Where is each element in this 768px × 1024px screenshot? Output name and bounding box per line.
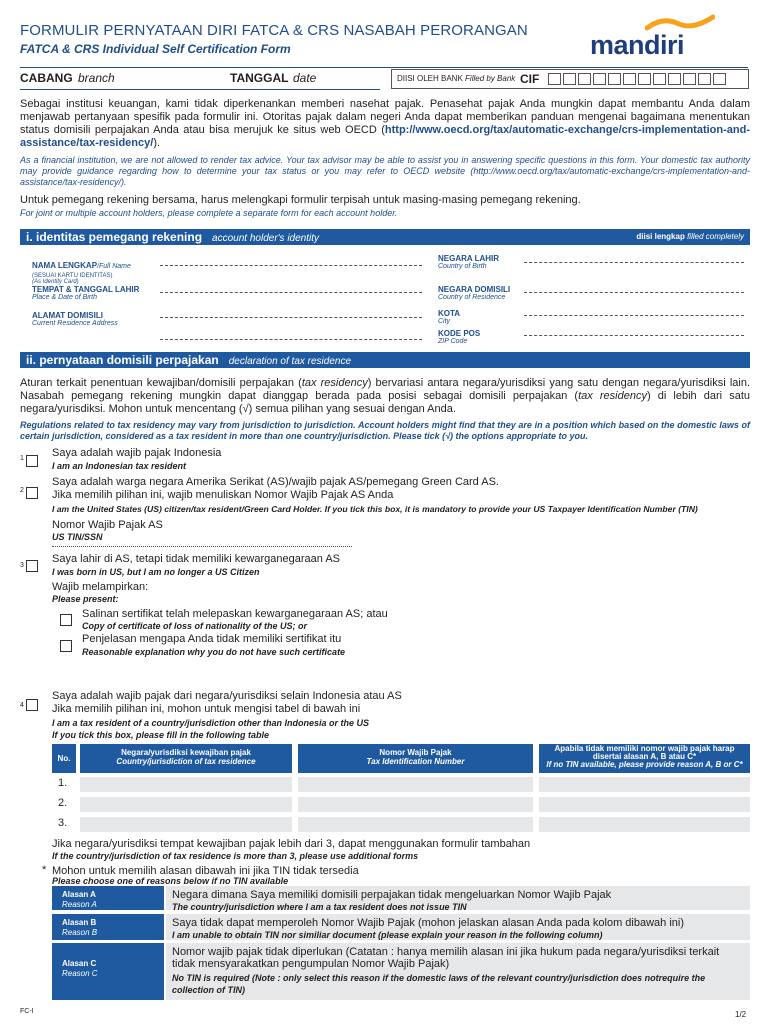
additional-form-note: Jika negara/yurisdiksi tempat kewajiban pajak lebih dari 3, dapat menggunakan formulir tambahan — [52, 838, 531, 850]
table-row-3-tin-input[interactable] — [298, 817, 533, 832]
full-name-input[interactable] — [160, 265, 422, 266]
table-row-1-reason-input[interactable] — [539, 777, 750, 792]
us-tin-label-en: US TIN/SSN — [52, 532, 103, 542]
option-2-label-a: Saya adalah warga negara Amerika Serikat (AS)/wajib pajak AS/pemegang Green Card AS. — [52, 476, 499, 488]
cif-box — [391, 69, 749, 89]
intro-paragraph-en: As a financial institution, we are not allowed to render tax advice. Your tax advisor may be able to assist you in answering specific questions in this form. Your domestic tax authority may provide guidance regarding how to determine your tax status or you may refer to OECD website (http://www.oecd.org/tax/automatic-exchange/crs-implementation-and-assistance/tax-residency/). — [20, 155, 750, 187]
reasons-star: * — [42, 864, 47, 876]
branch-label-en: branch — [78, 71, 115, 85]
table-row-2-tin-input[interactable] — [298, 797, 533, 812]
form-code: FC-I — [20, 1008, 34, 1015]
birth-place-date-label: TEMPAT & TANGGAL LAHIR Place & Date of Birth — [32, 285, 140, 301]
us-tin-input[interactable] — [52, 546, 352, 547]
logo-text: mandiri — [590, 30, 685, 60]
attachment-1-label-en: Copy of certificate of loss of nationality of the US; or — [82, 621, 308, 631]
section-tax-residence-bar — [20, 352, 750, 368]
tax-residence-intro-en: Regulations related to tax residency may vary from jurisdiction to jurisdiction. Account holders might find that they are in a position which based on the domestic laws of certain jurisdiction, considered as a tax resident in more than one country/jurisdiction. Please tick (√) the options appropriate to you. — [20, 420, 750, 441]
joint-account-note-en: For joint or multiple account holders, please complete a separate form for each account holder. — [20, 208, 398, 218]
option-1-label-en: I am an Indonesian tax resident — [52, 461, 187, 471]
intro-paragraph-id: Sebagai institusi keuangan, kami tidak diperkenankan memberi nasehat pajak. Penasehat pajak Anda mungkin dapat membantu Anda dalam menjawab pertanyaan spesifik pada formulir ini. Otoritas pajak dalam negeri Anda dapat memberikan panduan mengenai bagaimana menentukan status domisili perpajakan Anda atau bisa merujuk ke situs web OECD (http://www.oecd.org/tax/automatic-exchange/crs-implementation-and-assistance/tax-residency/). — [20, 98, 750, 149]
option-3-label: Saya lahir di AS, tetapi tidak memiliki kewarganegaraan AS — [52, 553, 340, 565]
cif-input[interactable] — [548, 73, 728, 85]
option-4-label-b: Jika memilih pilihan ini, mohon untuk mengisi tabel di bawah ini — [52, 703, 361, 715]
attachment-1-checkbox[interactable] — [60, 614, 72, 626]
form-title: FORMULIR PERNYATAAN DIRI FATCA & CRS NASABAH PERORANGAN — [20, 22, 528, 39]
residence-address-input-2[interactable] — [160, 339, 422, 340]
country-of-residence-label: NEGARA DOMISILI Country of Residence — [438, 285, 511, 301]
table-row-3-country-input[interactable] — [80, 817, 292, 832]
zip-code-input[interactable] — [524, 335, 744, 336]
header-divider — [20, 67, 748, 68]
full-name-label: NAMA LENGKAP/Full Name (SESUAI KARTU IDENTITAS) (As Identity Card) — [32, 261, 131, 285]
filled-by-bank-label: DIISI OLEH BANK Filled by Bank — [397, 74, 516, 83]
option-4-checkbox[interactable] — [26, 699, 38, 711]
attach-label-en: Please present: — [52, 594, 119, 604]
attachment-2-label-en: Reasonable explanation why you do not have such certificate — [82, 647, 346, 657]
option-3-checkbox[interactable] — [26, 560, 38, 572]
residence-address-label: ALAMAT DOMISILI Current Residence Address — [32, 311, 118, 327]
reasons-intro-en: Please choose one of reasons below if no TIN available — [52, 876, 289, 886]
option-2-label-b: Jika memilih pilihan ini, wajib menuliskan Nomor Wajib Pajak AS Anda — [52, 489, 394, 501]
branch-underline — [20, 89, 380, 90]
oecd-link-en[interactable]: http://www.oecd.org/tax/automatic-exchange/crs-implementation-and-assistance/tax-residency/ — [20, 166, 750, 187]
reason-b-option[interactable]: Saya tidak dapat memperoleh Nomor Wajib Pajak (mohon jelaskan alasan Anda pada kolom dibawah ini) I am unable to obtain TIN nor similiar document (please explain your reason in the following column) — [166, 914, 750, 940]
reason-a-option[interactable]: Negara dimana Saya memiliki domisili perpajakan tidak mengeluarkan Nomor Wajib Pajak The country/jurisdiction where I am a tax resident does not issue TIN — [166, 886, 750, 910]
option-3-label-en: I was born in US, but I am no longer a US Citizen — [52, 567, 260, 577]
table-row-3-number: 3. — [58, 817, 68, 829]
option-4-label-a: Saya adalah wajib pajak dari negara/yurisdiksi selain Indonesia atau AS — [52, 690, 402, 702]
additional-form-note-en: If the country/jurisdiction of tax residence is more than 3, please use additional forms — [52, 851, 419, 861]
option-1-checkbox[interactable] — [26, 455, 38, 467]
table-row-2-country-input[interactable] — [80, 797, 292, 812]
birth-place-date-input[interactable] — [160, 292, 422, 293]
table-row-2-number: 2. — [58, 797, 68, 809]
section-identity-title: i. identitas pemegang rekening account holder's identity — [26, 230, 320, 244]
option-4-label-en-2: If you tick this box, please fill in the following table — [52, 730, 270, 740]
date-label-en: date — [293, 71, 317, 85]
reasons-intro: Mohon untuk memilih alasan dibawah ini jika TIN tidak tersedia — [52, 865, 359, 877]
option-1-number: 1 — [20, 455, 24, 462]
country-of-residence-input[interactable] — [524, 292, 744, 293]
page-number: 1/2 — [735, 1010, 747, 1019]
reason-b-label: Alasan B Reason B — [52, 914, 164, 940]
tax-residence-intro: Aturan terkait penentuan kewajiban/domisili perpajakan (tax residency) bervariasi antara negara/yurisdiksi yang satu dengan negara/yurisdiksi lain. Nasabah pemegang rekening mungkin dapat dianggap berada pada posisi sebagai domisili perpajakan (tax residency) di lebih dari satu negara/yurisdiksi. Mohon untuk mencentang (√) semua pilihan yang sesuai dengan Anda. — [20, 377, 751, 415]
country-of-birth-label: NEGARA LAHIR Country of Birth — [438, 254, 500, 270]
mandiri-logo — [590, 14, 750, 58]
option-1-label: Saya adalah wajib pajak Indonesia — [52, 447, 222, 459]
residence-address-input-1[interactable] — [160, 317, 422, 318]
table-row-2-reason-input[interactable] — [539, 797, 750, 812]
zip-code-label: KODE POS ZIP Code — [438, 329, 481, 345]
reason-c-option[interactable]: Nomor wajib pajak tidak diperlukan (Catatan : hanya memilih alasan ini jika hukum pada negara/yurisdiksi terkait tidak mensyarakatkan pengumpulan Nomor Wajib Pajak) No TIN is required (Note : only select this reason if the domestic laws of the relevant country/jurisdiction does notrequire the collection of TIN) — [166, 943, 750, 1000]
attachment-2-label: Penjelasan mengapa Anda tidak memiliki sertifikat itu — [82, 633, 342, 645]
table-row-3-reason-input[interactable] — [539, 817, 750, 832]
option-3-number: 3 — [20, 562, 24, 569]
date-label: TANGGAL — [230, 71, 289, 85]
table-row-1-country-input[interactable] — [80, 777, 292, 792]
table-header-tin: Nomor Wajib Pajak Tax Identification Number — [298, 744, 533, 773]
oecd-link[interactable]: http://www.oecd.org/tax/automatic-exchange/crs-implementation-and-assistance/tax-residency/ — [20, 124, 750, 149]
table-row-1-number: 1. — [58, 777, 68, 789]
table-header-no: No. — [52, 744, 76, 773]
section-identity-bar — [20, 229, 750, 245]
form-title-en: FATCA & CRS Individual Self Certification Form — [20, 42, 291, 56]
attach-label: Wajib melampirkan: — [52, 581, 149, 593]
option-4-number: 4 — [20, 702, 24, 709]
attachment-1-label: Salinan sertifikat telah melepaskan kewarganegaraan AS; atau — [82, 608, 388, 620]
filled-completely-label: diisi lengkap filled completely — [636, 232, 744, 241]
attachment-2-checkbox[interactable] — [60, 640, 72, 652]
option-2-label-en: I am the United States (US) citizen/tax resident/Green Card Holder. If you tick this box, it is mandatory to provide your US Taxpayer Identification Number (TIN) — [52, 504, 698, 514]
cif-label: CIF — [520, 72, 540, 86]
city-label: KOTA City — [438, 309, 461, 325]
us-tin-label: Nomor Wajib Pajak AS — [52, 519, 163, 531]
option-2-checkbox[interactable] — [26, 487, 38, 499]
option-2-number: 2 — [20, 487, 24, 494]
branch-label: CABANG — [20, 71, 73, 85]
reason-c-label: Alasan C Reason C — [52, 943, 164, 1000]
country-of-birth-input[interactable] — [524, 262, 744, 263]
section-tax-residence-title: ii. pernyataan domisili perpajakan declaration of tax residence — [26, 353, 352, 367]
reason-a-label: Alasan A Reason A — [52, 886, 164, 910]
table-header-reason: Apabila tidak memiliki nomor wajib pajak harap disertai alasan A, B atau C* If no TIN available, please provide reason A, B or C* — [539, 744, 750, 773]
option-4-label-en-1: I am a tax resident of a country/jurisdiction other than Indonesia or the US — [52, 718, 370, 728]
joint-account-note: Untuk pemegang rekening bersama, harus melengkapi formulir terpisah untuk masing-masing pemegang rekening. — [20, 194, 581, 206]
table-row-1-tin-input[interactable] — [298, 777, 533, 792]
city-input[interactable] — [524, 315, 744, 316]
table-header-country: Negara/yurisdiksi kewajiban pajak Country/jurisdiction of tax residence — [80, 744, 292, 773]
